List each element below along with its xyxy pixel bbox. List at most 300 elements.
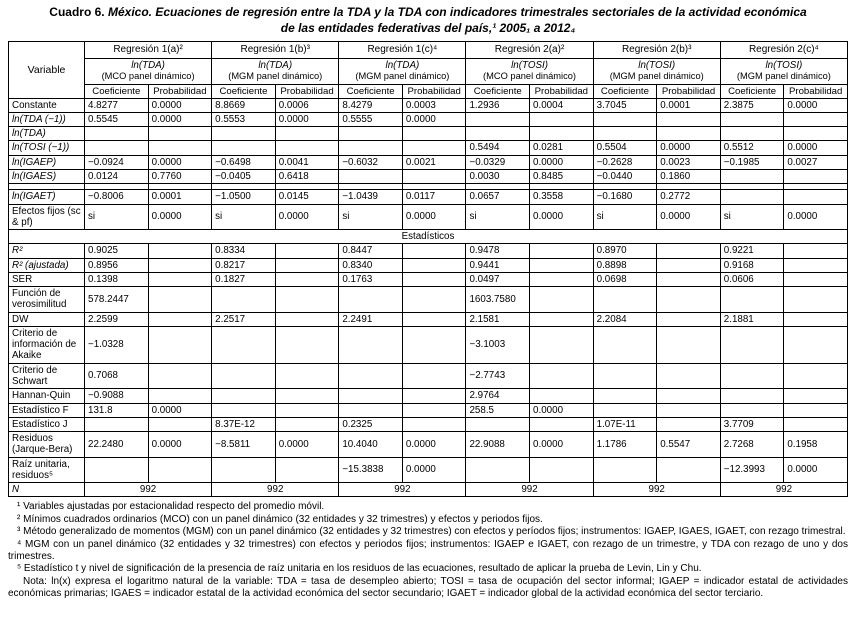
data-cell: 2.3875 — [720, 98, 784, 112]
data-cell — [784, 312, 848, 326]
data-cell: −0.1985 — [720, 155, 784, 169]
data-cell — [402, 389, 466, 403]
data-cell: 0.0000 — [784, 457, 848, 483]
data-cell — [402, 127, 466, 141]
data-cell — [275, 363, 339, 389]
data-cell: −12.3993 — [720, 457, 784, 483]
data-cell: 0.7068 — [85, 363, 149, 389]
n-value: 992 — [212, 483, 339, 497]
coeficiente-header: Coeficiente — [466, 84, 530, 98]
data-cell: 0.0000 — [530, 403, 594, 417]
data-cell — [530, 127, 594, 141]
footnotes — [8, 501, 848, 600]
data-cell — [275, 312, 339, 326]
data-cell: 0.0000 — [402, 457, 466, 483]
data-cell — [148, 272, 212, 286]
row-label: Criterio de Schwart — [9, 363, 85, 389]
data-cell: 0.1398 — [85, 272, 149, 286]
data-cell: 0.5555 — [339, 112, 403, 126]
data-cell: 0.0000 — [657, 204, 721, 230]
data-cell: −0.0924 — [85, 155, 149, 169]
data-cell: 2.7268 — [720, 432, 784, 458]
data-cell — [466, 112, 530, 126]
row-label: N — [9, 483, 85, 497]
data-cell: 2.2084 — [593, 312, 657, 326]
data-cell: si — [720, 204, 784, 230]
data-cell: 0.0000 — [402, 432, 466, 458]
data-cell: 0.0004 — [530, 98, 594, 112]
data-cell — [402, 417, 466, 431]
data-cell — [466, 127, 530, 141]
dependent-variable-label: ln(TOSI) — [511, 59, 548, 71]
data-cell — [720, 170, 784, 184]
table-head — [9, 42, 848, 98]
group-subheader-5 — [593, 58, 720, 84]
data-cell: 1603.7580 — [466, 287, 530, 313]
data-cell — [339, 363, 403, 389]
data-cell — [657, 287, 721, 313]
data-cell: −8.5811 — [212, 432, 276, 458]
data-cell: 1.1786 — [593, 432, 657, 458]
coeficiente-header: Coeficiente — [212, 84, 276, 98]
group-subheader-6 — [720, 58, 847, 84]
data-cell — [784, 417, 848, 431]
data-cell — [148, 287, 212, 313]
data-cell — [530, 258, 594, 272]
probabilidad-header: Probabilidad — [784, 84, 848, 98]
data-cell — [275, 287, 339, 313]
method-label: (MGM panel dinámico) — [609, 70, 704, 81]
data-cell: 0.0145 — [275, 190, 339, 204]
data-cell: 0.8898 — [593, 258, 657, 272]
row-label: Función de verosimilitud — [9, 287, 85, 313]
data-cell — [339, 326, 403, 363]
data-cell: 0.3558 — [530, 190, 594, 204]
data-cell: −0.1680 — [593, 190, 657, 204]
footnote-1: ¹ Variables ajustadas por estacionalidad respecto del promedio móvil. — [17, 501, 325, 513]
data-cell: 0.5547 — [657, 432, 721, 458]
data-cell — [593, 457, 657, 483]
data-cell: 0.0000 — [275, 112, 339, 126]
data-cell — [275, 417, 339, 431]
data-cell: 4.8277 — [85, 98, 149, 112]
table-title — [8, 5, 848, 36]
data-cell — [720, 127, 784, 141]
data-cell — [148, 363, 212, 389]
data-cell — [657, 258, 721, 272]
probabilidad-header: Probabilidad — [275, 84, 339, 98]
data-cell: 0.0000 — [148, 112, 212, 126]
data-cell: −0.2628 — [593, 155, 657, 169]
data-cell: 8.8669 — [212, 98, 276, 112]
data-cell — [402, 258, 466, 272]
row-label: SER — [9, 272, 85, 286]
data-cell: 0.0698 — [593, 272, 657, 286]
data-cell: −0.0329 — [466, 155, 530, 169]
table-row — [9, 272, 848, 286]
data-cell — [720, 190, 784, 204]
row-label: Residuos (Jarque-Bera) — [9, 432, 85, 458]
table-row — [9, 112, 848, 126]
data-cell — [402, 287, 466, 313]
data-cell: 0.0000 — [275, 432, 339, 458]
row-label: Raíz unitaria, residuos⁵ — [9, 457, 85, 483]
data-cell — [784, 326, 848, 363]
data-cell: 258.5 — [466, 403, 530, 417]
column-header-variable: Variable — [9, 42, 85, 98]
table-row — [9, 432, 848, 458]
data-cell — [530, 244, 594, 258]
data-cell — [720, 389, 784, 403]
row-label: Estadístico F — [9, 403, 85, 417]
data-cell: 2.2599 — [85, 312, 149, 326]
data-cell — [593, 363, 657, 389]
data-cell: 0.0000 — [784, 204, 848, 230]
table-row — [9, 230, 848, 244]
data-cell: 0.8447 — [339, 244, 403, 258]
row-label: Efectos fijos (sc & pf) — [9, 204, 85, 230]
data-cell: 578.2447 — [85, 287, 149, 313]
group-subheader-2 — [212, 58, 339, 84]
row-label: DW — [9, 312, 85, 326]
data-cell — [466, 457, 530, 483]
data-cell: 0.9168 — [720, 258, 784, 272]
data-cell: −0.0405 — [212, 170, 276, 184]
data-cell — [148, 417, 212, 431]
table-row — [9, 170, 848, 184]
data-cell: 1.07E-11 — [593, 417, 657, 431]
data-cell: 0.5512 — [720, 141, 784, 155]
data-cell — [148, 457, 212, 483]
data-cell — [593, 112, 657, 126]
footnote-2: ² Mínimos cuadrados ordinarios (MCO) con un panel dinámico (32 entidades y 32 trimestres) y efectos y periodos fijos. — [17, 513, 543, 525]
data-cell: 0.0021 — [402, 155, 466, 169]
data-cell — [148, 258, 212, 272]
data-cell — [148, 141, 212, 155]
data-cell: 0.1827 — [212, 272, 276, 286]
data-cell — [784, 389, 848, 403]
data-cell: −15.3838 — [339, 457, 403, 483]
group-header-1: Regresión 1(a)² — [85, 42, 212, 59]
data-cell: 0.9025 — [85, 244, 149, 258]
title-line-2: de las entidades federativas del país,¹ 2005₁ a 2012₄ — [280, 20, 576, 35]
title-line-1 — [8, 5, 848, 21]
data-cell: −0.8006 — [85, 190, 149, 204]
coeficiente-header: Coeficiente — [593, 84, 657, 98]
data-cell — [339, 170, 403, 184]
method-label: (MGM panel dinámico) — [355, 70, 450, 81]
data-cell: 0.8334 — [212, 244, 276, 258]
table-row — [9, 155, 848, 169]
data-cell: 0.0000 — [657, 141, 721, 155]
table-row — [9, 244, 848, 258]
data-cell: 0.0030 — [466, 170, 530, 184]
data-cell — [402, 403, 466, 417]
data-cell: 0.0023 — [657, 155, 721, 169]
table-row — [9, 403, 848, 417]
probabilidad-header: Probabilidad — [657, 84, 721, 98]
data-cell — [593, 403, 657, 417]
data-cell: 0.0027 — [784, 155, 848, 169]
table-row — [9, 127, 848, 141]
n-value: 992 — [339, 483, 466, 497]
group-header-2: Regresión 1(b)³ — [212, 42, 339, 59]
table-row — [9, 190, 848, 204]
group-header-3: Regresión 1(c)⁴ — [339, 42, 466, 59]
data-cell — [148, 389, 212, 403]
data-cell: 0.0000 — [148, 155, 212, 169]
data-cell — [530, 389, 594, 403]
data-cell — [85, 417, 149, 431]
dependent-variable-label: ln(TDA) — [258, 59, 293, 71]
data-cell — [339, 389, 403, 403]
data-cell: 0.0003 — [402, 98, 466, 112]
row-label: R² (ajustada) — [9, 258, 85, 272]
data-cell — [593, 326, 657, 363]
data-cell: 0.0281 — [530, 141, 594, 155]
data-cell: 22.9088 — [466, 432, 530, 458]
data-cell — [275, 127, 339, 141]
data-cell — [784, 190, 848, 204]
data-cell — [593, 287, 657, 313]
data-cell: −1.0328 — [85, 326, 149, 363]
data-cell: −0.9088 — [85, 389, 149, 403]
method-label: (MCO panel dinámico) — [483, 70, 577, 81]
data-cell — [720, 326, 784, 363]
row-label: ln(TOSI (−1)) — [9, 141, 85, 155]
data-cell: 0.0657 — [466, 190, 530, 204]
data-cell — [275, 403, 339, 417]
data-cell — [275, 457, 339, 483]
data-cell: 22.2480 — [85, 432, 149, 458]
data-cell: 0.9221 — [720, 244, 784, 258]
data-cell: 0.0000 — [530, 432, 594, 458]
dependent-variable-label: ln(TOSI) — [765, 59, 803, 71]
row-label: Estadístico J — [9, 417, 85, 431]
data-cell — [657, 403, 721, 417]
data-cell: 0.0000 — [148, 432, 212, 458]
data-cell: 0.0000 — [148, 204, 212, 230]
data-cell — [657, 312, 721, 326]
data-cell: 0.0000 — [275, 204, 339, 230]
row-label: R² — [9, 244, 85, 258]
data-cell: si — [85, 204, 149, 230]
data-cell: 0.6418 — [275, 170, 339, 184]
data-cell — [212, 389, 276, 403]
data-cell — [402, 141, 466, 155]
dependent-variable-label: ln(TDA) — [385, 59, 420, 71]
data-cell: 2.2517 — [212, 312, 276, 326]
data-cell: 0.0000 — [784, 98, 848, 112]
data-cell — [657, 112, 721, 126]
row-label: ln(IGAEP) — [9, 155, 85, 169]
table-caption-number: Cuadro 6. — [49, 5, 105, 19]
data-cell — [530, 417, 594, 431]
data-cell: 0.1763 — [339, 272, 403, 286]
data-cell — [212, 403, 276, 417]
data-cell — [784, 244, 848, 258]
n-value: 992 — [466, 483, 593, 497]
probabilidad-header: Probabilidad — [402, 84, 466, 98]
data-cell — [784, 112, 848, 126]
data-cell: 0.0000 — [148, 403, 212, 417]
data-cell — [275, 258, 339, 272]
data-cell: 8.37E-12 — [212, 417, 276, 431]
data-cell: 131.8 — [85, 403, 149, 417]
data-cell: 0.8970 — [593, 244, 657, 258]
table-row — [9, 258, 848, 272]
n-value: 992 — [593, 483, 720, 497]
data-cell: −3.1003 — [466, 326, 530, 363]
data-cell — [657, 457, 721, 483]
data-cell — [212, 363, 276, 389]
data-cell — [339, 287, 403, 313]
data-cell — [85, 457, 149, 483]
data-cell: 0.8956 — [85, 258, 149, 272]
data-cell — [466, 417, 530, 431]
data-cell: 0.0001 — [148, 190, 212, 204]
table-body — [9, 98, 848, 497]
table-row — [9, 312, 848, 326]
data-cell: 0.0124 — [85, 170, 149, 184]
data-cell: 3.7045 — [593, 98, 657, 112]
data-cell: 0.1958 — [784, 432, 848, 458]
data-cell: si — [466, 204, 530, 230]
data-cell: 10.4040 — [339, 432, 403, 458]
data-cell — [339, 127, 403, 141]
probabilidad-header: Probabilidad — [148, 84, 212, 98]
table-row — [9, 141, 848, 155]
data-cell — [784, 403, 848, 417]
group-header-6: Regresión 2(c)⁴ — [720, 42, 847, 59]
data-cell: si — [339, 204, 403, 230]
data-cell: 2.2491 — [339, 312, 403, 326]
data-cell: −1.0500 — [212, 190, 276, 204]
data-cell: 2.1581 — [466, 312, 530, 326]
data-cell: 0.5553 — [212, 112, 276, 126]
data-cell — [339, 141, 403, 155]
group-subheader-3 — [339, 58, 466, 84]
data-cell: 0.2772 — [657, 190, 721, 204]
data-cell: 2.9764 — [466, 389, 530, 403]
row-label: ln(IGAES) — [9, 170, 85, 184]
data-cell — [212, 141, 276, 155]
data-cell — [148, 244, 212, 258]
data-cell: 0.0041 — [275, 155, 339, 169]
table-caption-text: México. Ecuaciones de regresión entre la TDA y la TDA con indicadores trimestrales sectoriales de la actividad económica — [107, 5, 807, 19]
table-row — [9, 483, 848, 497]
data-cell — [530, 457, 594, 483]
regression-table — [8, 41, 848, 497]
group-header-4: Regresión 2(a)² — [466, 42, 593, 59]
data-cell — [720, 287, 784, 313]
dependent-variable-label: ln(TOSI) — [638, 59, 676, 71]
data-cell: 3.7709 — [720, 417, 784, 431]
method-label: (MGM panel dinámico) — [228, 70, 323, 81]
data-cell: 0.0497 — [466, 272, 530, 286]
data-cell — [784, 170, 848, 184]
row-label: Constante — [9, 98, 85, 112]
data-cell: −0.0440 — [593, 170, 657, 184]
footnote-4: ⁴ MGM con un panel dinámico (32 entidades y 32 trimestres) con efectos y periodos fijos; instrumentos: IGAEP e IGAET, con rezago de un trimestre, y TDA con rezago de uno y dos trimestres. — [8, 538, 848, 562]
data-cell: 0.8485 — [530, 170, 594, 184]
data-cell — [784, 287, 848, 313]
data-cell: si — [593, 204, 657, 230]
data-cell: 0.0000 — [530, 155, 594, 169]
data-cell — [530, 326, 594, 363]
data-cell — [212, 287, 276, 313]
data-cell: 0.5494 — [466, 141, 530, 155]
data-cell — [212, 457, 276, 483]
method-label: (MCO panel dinámico) — [101, 70, 195, 81]
coeficiente-header: Coeficiente — [339, 84, 403, 98]
data-cell: si — [212, 204, 276, 230]
data-cell — [784, 272, 848, 286]
data-cell — [657, 389, 721, 403]
table-row — [9, 204, 848, 230]
data-cell: 0.0000 — [530, 204, 594, 230]
row-label: ln(IGAET) — [9, 190, 85, 204]
data-cell: 0.0000 — [148, 98, 212, 112]
section-header: Estadísticos — [9, 230, 848, 244]
n-value: 992 — [85, 483, 212, 497]
data-cell — [720, 363, 784, 389]
data-cell: 0.5545 — [85, 112, 149, 126]
data-cell — [593, 127, 657, 141]
table-row — [9, 98, 848, 112]
data-cell — [720, 112, 784, 126]
data-cell: 0.0000 — [402, 112, 466, 126]
data-cell — [530, 112, 594, 126]
data-cell: 0.7760 — [148, 170, 212, 184]
data-cell — [530, 312, 594, 326]
data-cell — [657, 272, 721, 286]
data-cell — [530, 287, 594, 313]
data-cell — [402, 312, 466, 326]
data-cell — [657, 127, 721, 141]
data-cell: 2.1881 — [720, 312, 784, 326]
footnote-5: ⁵ Estadístico t y nivel de significación de la presencia de raíz unitaria en los residuos de las ecuaciones, resultado de aplicar la prueba de Levin, Lin y Chu. — [17, 563, 702, 575]
data-cell — [402, 244, 466, 258]
data-cell — [148, 312, 212, 326]
data-cell: 0.0606 — [720, 272, 784, 286]
data-cell — [402, 363, 466, 389]
data-cell — [275, 389, 339, 403]
data-cell: 0.0001 — [657, 98, 721, 112]
table-row — [9, 287, 848, 313]
method-label: (MGM panel dinámico) — [736, 70, 831, 81]
row-label: Criterio de información de Akaike — [9, 326, 85, 363]
data-cell — [148, 127, 212, 141]
data-cell — [402, 170, 466, 184]
data-cell — [275, 326, 339, 363]
data-cell — [85, 127, 149, 141]
group-subheader-1 — [85, 58, 212, 84]
data-cell: −1.0439 — [339, 190, 403, 204]
data-cell — [212, 326, 276, 363]
data-cell — [339, 403, 403, 417]
footnote-3: ³ Método generalizado de momentos (MGM) con un panel dinámico (32 entidades y 32 trimestres) con efectos y períodos fijos; instrumentos: IGAEP, IGAES, IGAET, con rezago trimestral. — [17, 526, 846, 538]
data-cell — [784, 127, 848, 141]
table-row — [9, 326, 848, 363]
data-cell: 0.5504 — [593, 141, 657, 155]
data-cell — [784, 363, 848, 389]
data-cell: −2.7743 — [466, 363, 530, 389]
data-cell — [530, 272, 594, 286]
data-cell — [593, 389, 657, 403]
data-cell: 0.8217 — [212, 258, 276, 272]
data-cell — [657, 326, 721, 363]
